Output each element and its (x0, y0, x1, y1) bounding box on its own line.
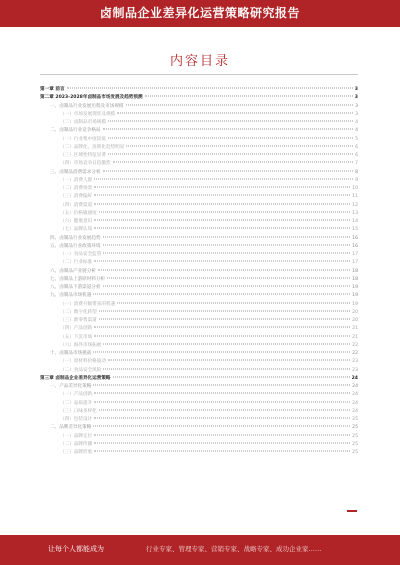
toc-entry-label: 六、卤制品产业链分析 (50, 268, 96, 274)
report-header-bar (0, 0, 400, 27)
toc-entry[interactable] (40, 342, 358, 350)
toc-entry[interactable] (40, 433, 358, 441)
toc-entry[interactable] (40, 235, 358, 243)
toc-entry-page: 23 (352, 367, 358, 373)
toc-entry[interactable] (40, 160, 358, 168)
toc-entry-page: 12 (352, 202, 358, 208)
toc-leader-dots (108, 360, 350, 361)
toc-entry-label: （一）消费升级带来的机遇 (60, 301, 116, 307)
toc-leader-dots (103, 236, 351, 237)
toc-entry[interactable] (40, 251, 358, 259)
toc-entry-page: 19 (352, 301, 358, 307)
toc-entry[interactable] (40, 193, 358, 201)
toc-entry[interactable] (40, 218, 358, 226)
toc-entry-page: 14 (352, 219, 358, 224)
toc-leader-dots (67, 88, 353, 89)
toc-entry[interactable] (40, 127, 358, 135)
toc-entry[interactable] (40, 202, 358, 210)
toc-entry[interactable] (40, 408, 358, 416)
toc-entry-page: 13 (352, 210, 358, 216)
toc-entry-page: 4 (355, 128, 358, 134)
footer-bar (0, 535, 400, 565)
toc-entry-label: （一）市场发展现状及规模 (60, 111, 116, 117)
toc-entry-label: （四）市场竞争日趋激烈 (60, 161, 111, 167)
toc-entry-label: （七）品牌认知 (60, 227, 93, 233)
toc-leader-dots (117, 302, 350, 303)
toc-entry-page: 3 (355, 111, 358, 117)
toc-entry-label: （四）包装设计 (60, 417, 93, 422)
toc-entry-label: （二）品质提升 (60, 400, 93, 406)
toc-leader-dots (108, 121, 353, 122)
toc-entry-page: 5 (355, 136, 358, 142)
toc-entry-label: （二）卤制品市场规模 (60, 120, 106, 125)
toc-leader-dots (126, 104, 354, 105)
footer-roles: 行业专家、管理专家、营销专家、战略专家、成功企业家…… (146, 545, 322, 553)
toc-entry-page: 19 (352, 285, 358, 290)
footer-slogan: 让每个人都能成为 (48, 545, 104, 553)
toc-entry-label: （二）数字化转型 (60, 309, 97, 315)
toc-entry-label: （二）行业标准 (60, 260, 93, 266)
toc-entry-page: 21 (352, 334, 358, 340)
toc-entry-label: 二、卤制品行业竞争格局 (50, 128, 101, 134)
toc-entry-page: 11 (352, 194, 358, 200)
toc-entry-label: 一、卤制品行业发展历程及市场规模 (50, 103, 124, 109)
toc-leader-dots (99, 319, 350, 320)
toc-leader-dots (94, 261, 350, 262)
toc-entry[interactable] (40, 400, 358, 408)
toc-entry[interactable] (40, 441, 358, 449)
toc-entry-label: 九、卤制品市场机遇 (50, 293, 92, 299)
toc-entry-label: （二）品牌化、连锁化趋势明显 (60, 144, 125, 150)
toc-entry-label: （五）下沉市场 (60, 334, 93, 340)
toc-leader-dots (117, 112, 353, 113)
toc-entry-label: 二、品牌差异化策略 (50, 425, 92, 431)
toc-entry-label: 一、产品差异化策略 (50, 384, 92, 389)
toc-leader-dots (103, 253, 350, 254)
toc-entry-label: （一）产品创新 (60, 392, 93, 398)
toc-entry-label: （二）食品安全风险 (60, 367, 102, 373)
report-title: 卤制品企业差异化运营策略研究报告 (99, 6, 300, 20)
toc-entry-page: 15 (352, 227, 358, 233)
toc-entry-label: （四）产品创新 (60, 326, 93, 332)
toc-entry-label: （二）消费场景 (60, 186, 93, 191)
toc-leader-dots (103, 286, 351, 287)
toc-entry-label: （一）消费人群 (60, 177, 93, 183)
toc-entry[interactable] (40, 169, 358, 177)
toc-leader-dots (113, 376, 350, 377)
toc-entry[interactable] (40, 367, 358, 375)
toc-leader-dots (107, 277, 350, 278)
toc-entry-label: 五、卤制品行业政策环境 (50, 243, 101, 249)
toc-entry[interactable] (40, 284, 358, 292)
toc-heading: 内容目录 (169, 54, 230, 69)
toc-leader-dots (93, 426, 350, 427)
toc-leader-dots (94, 451, 350, 452)
toc-entry-page: 25 (352, 450, 358, 455)
toc-leader-dots (108, 154, 353, 155)
toc-entry-page: 20 (352, 318, 358, 323)
toc-entry[interactable] (40, 119, 358, 127)
page-marker (347, 510, 357, 512)
toc-entry-label: （一）原材料价格波动 (60, 359, 106, 365)
toc-entry[interactable] (40, 276, 358, 284)
toc-entry[interactable] (40, 292, 358, 300)
toc-entry[interactable] (40, 424, 358, 432)
toc-entry-label: 八、卤制品下游渠道分析 (50, 285, 101, 290)
toc-entry-page: 20 (352, 309, 358, 315)
toc-leader-dots (93, 385, 350, 386)
toc-entry-label: （六）健康意识 (60, 219, 93, 224)
toc-entry-label: （五）价格敏感度 (60, 210, 97, 216)
toc-entry-page: 18 (352, 276, 358, 282)
toc-leader-dots (94, 203, 350, 204)
toc-leader-dots (93, 294, 350, 295)
toc-entry-page: 19 (352, 293, 358, 299)
toc-entry-label: （三）消费偏好 (60, 194, 93, 200)
toc-entry-label: （三）新零售渠道 (60, 318, 97, 323)
toc-entry[interactable] (40, 152, 358, 160)
toc-entry[interactable] (40, 86, 358, 94)
toc-entry[interactable] (40, 325, 358, 333)
toc-leader-dots (94, 178, 353, 179)
toc-entry-page: 8 (355, 169, 358, 175)
toc-divider (40, 74, 358, 75)
toc-entry-label: （六）海外市场拓展 (60, 342, 102, 348)
toc-entry[interactable] (40, 144, 358, 152)
toc-leader-dots (94, 434, 350, 435)
toc-leader-dots (93, 352, 350, 353)
toc-entry-page: 25 (352, 417, 358, 422)
toc-entry-label: 第一章 前言 (40, 87, 65, 92)
toc-entry[interactable] (40, 375, 358, 383)
toc-entry-label: （二）品牌传播 (60, 441, 93, 447)
toc-entry-page: 25 (352, 441, 358, 447)
toc-leader-dots (99, 310, 350, 311)
toc-leader-dots (103, 343, 350, 344)
toc-leader-dots (108, 137, 353, 138)
toc-leader-dots (103, 129, 354, 130)
toc-entry[interactable] (40, 358, 358, 366)
toc-entry[interactable] (40, 185, 358, 193)
toc-leader-dots (103, 244, 351, 245)
toc-entry-label: 第三章 卤制品企业差异化运营策略 (40, 375, 111, 381)
toc-entry-label: 第二章 2023-2028年卤制品市场发展及趋势预测 (40, 95, 143, 101)
toc-entry[interactable] (40, 226, 358, 234)
toc-entry-page: 17 (352, 260, 358, 266)
toc-leader-dots (94, 335, 350, 336)
table-of-contents (40, 86, 358, 457)
toc-entry-page: 3 (354, 95, 358, 101)
toc-entry-page: 16 (352, 235, 358, 241)
toc-entry-page: 10 (352, 186, 358, 191)
toc-leader-dots (94, 418, 350, 419)
toc-entry[interactable] (40, 210, 358, 218)
toc-leader-dots (94, 393, 350, 394)
toc-leader-dots (126, 145, 353, 146)
toc-entry-page: 21 (352, 326, 358, 332)
toc-entry-page: 24 (351, 375, 358, 381)
toc-entry-page: 3 (354, 87, 358, 92)
toc-entry-page: 25 (352, 425, 358, 431)
toc-entry[interactable] (40, 334, 358, 342)
toc-entry[interactable] (40, 301, 358, 309)
toc-entry-page: 22 (352, 342, 358, 348)
toc-entry[interactable] (40, 103, 358, 111)
toc-entry-page: 24 (352, 408, 358, 414)
toc-entry-label: 三、卤制品消费需求分析 (50, 169, 101, 175)
toc-entry-label: 七、卤制品上游原材料分析 (50, 276, 106, 282)
toc-entry[interactable] (40, 391, 358, 399)
toc-leader-dots (94, 228, 350, 229)
toc-entry-page: 16 (352, 243, 358, 249)
toc-entry-label: 四、卤制品行业发展趋势 (50, 235, 101, 241)
toc-entry[interactable] (40, 136, 358, 144)
toc-leader-dots (99, 211, 350, 212)
toc-entry-page: 6 (355, 144, 358, 150)
toc-entry[interactable] (40, 243, 358, 251)
toc-entry-label: （一）品牌定位 (60, 433, 93, 439)
toc-entry-page: 24 (352, 400, 358, 406)
toc-leader-dots (94, 401, 350, 402)
toc-leader-dots (99, 409, 350, 410)
toc-entry[interactable] (40, 259, 358, 267)
toc-leader-dots (103, 368, 350, 369)
toc-entry-label: （四）消费渠道 (60, 202, 93, 208)
toc-entry-label: （三）品牌形象 (60, 450, 93, 455)
toc-entry-label: （三）区域性特征显著 (60, 153, 106, 158)
toc-entry-page: 6 (355, 153, 358, 158)
toc-leader-dots (103, 170, 354, 171)
toc-entry[interactable] (40, 309, 358, 317)
toc-entry[interactable] (40, 449, 358, 457)
toc-entry-page: 22 (352, 351, 358, 356)
toc-entry[interactable] (40, 268, 358, 276)
toc-entry[interactable] (40, 317, 358, 325)
toc-entry-page: 18 (352, 268, 358, 274)
toc-entry-page: 24 (352, 384, 358, 389)
toc-entry-page: 3 (355, 103, 358, 109)
toc-entry-page: 7 (355, 161, 358, 167)
toc-leader-dots (145, 96, 353, 97)
toc-entry-page: 9 (355, 177, 358, 183)
toc-entry[interactable] (40, 111, 358, 119)
toc-entry-page: 17 (352, 252, 358, 257)
toc-leader-dots (94, 187, 350, 188)
toc-leader-dots (113, 162, 354, 163)
toc-entry[interactable] (40, 177, 358, 185)
toc-leader-dots (94, 195, 350, 196)
toc-entry-label: 十、卤制品市场挑战 (50, 351, 92, 356)
toc-entry-label: （一）食品安全监管 (60, 252, 102, 257)
toc-leader-dots (94, 442, 350, 443)
toc-leader-dots (98, 269, 350, 270)
toc-entry-page: 4 (355, 120, 358, 125)
toc-entry-page: 23 (352, 359, 358, 365)
toc-entry[interactable] (40, 383, 358, 391)
toc-entry-label: （一）行业集中度较低 (60, 136, 106, 142)
toc-leader-dots (94, 220, 350, 221)
toc-entry[interactable] (40, 350, 358, 358)
toc-leader-dots (94, 327, 350, 328)
toc-entry-label: （三）口味多样化 (60, 408, 97, 414)
toc-entry[interactable] (40, 416, 358, 424)
toc-entry[interactable] (40, 94, 358, 102)
toc-entry-page: 24 (352, 392, 358, 398)
toc-entry-page: 25 (352, 433, 358, 439)
